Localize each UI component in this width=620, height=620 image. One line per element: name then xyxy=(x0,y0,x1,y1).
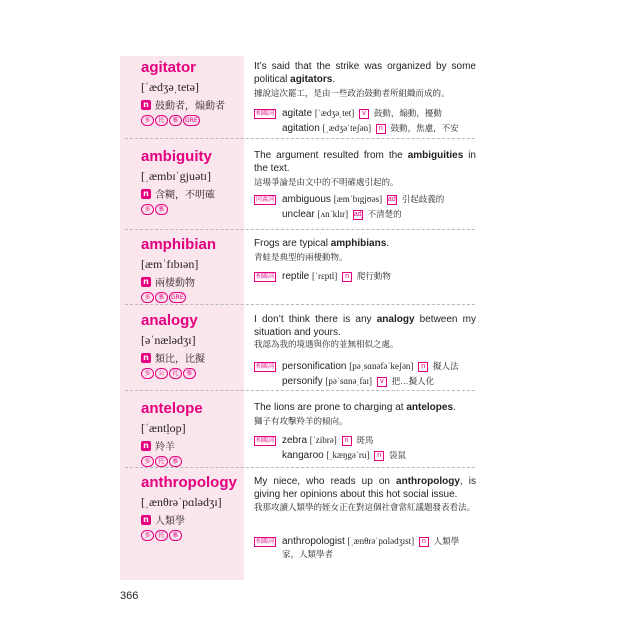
definition-text: 鼓動者，煽動者 xyxy=(155,101,225,112)
part-of-speech-badge: n xyxy=(141,441,151,451)
example-translation: 這場爭論是由文中的不明確處引起的。 xyxy=(254,178,399,188)
related-word: ambiguous xyxy=(282,194,331,205)
related-meaning: 人類學家，人類學者 xyxy=(282,536,460,559)
related-label: 相關詞 xyxy=(256,363,275,370)
related-meaning: 把…擬人化 xyxy=(391,376,435,386)
example-sentence: Frogs are typical amphibians. xyxy=(254,238,390,249)
related-meaning: 鼓動，煽動，擾動 xyxy=(373,108,442,118)
example-translation: 我認為我的境遇與你的並無相似之處。 xyxy=(254,340,399,350)
related-pos-badge: n xyxy=(418,362,428,372)
definition-text: 兩棲動物 xyxy=(155,278,195,289)
exam-tag: 雅 xyxy=(155,292,168,303)
related-word-row xyxy=(254,122,476,137)
related-phonetic: [pəˈsɑnəˌfaɪ] xyxy=(325,376,373,386)
exam-tag: 托 xyxy=(155,115,168,126)
related-pos-badge: n xyxy=(342,272,352,282)
synonym-label: 同義詞 xyxy=(256,196,275,203)
example-sentence: The lions are prone to charging at antelopes. xyxy=(254,402,456,413)
exam-tag: 多 xyxy=(141,292,154,303)
definition xyxy=(141,186,215,201)
related-meaning: 斑馬 xyxy=(356,435,374,445)
headword: agitator xyxy=(141,59,197,76)
related-word: zebra xyxy=(282,435,308,446)
definition-text: 人類學 xyxy=(155,516,185,527)
exam-tags xyxy=(141,292,186,303)
definition xyxy=(141,274,195,289)
related-phonetic: [ˌkæŋgəˈru] xyxy=(326,450,370,460)
example-translation: 我那攻讀人類學的姪女正在對這個社會當紅議題發表看法。 xyxy=(254,503,476,513)
headword-phonetic: [ˈæntḷop] xyxy=(141,421,186,435)
headword: anthropology xyxy=(141,474,237,491)
definition-text: 羚羊 xyxy=(155,442,175,453)
exam-tags xyxy=(141,115,200,126)
related-phonetic: [ʌnˈklɪr] xyxy=(317,209,349,219)
related-pos-badge: n xyxy=(376,124,386,134)
related-word-row xyxy=(254,434,476,449)
part-of-speech-badge: n xyxy=(141,515,151,525)
headword-phonetic: [əˈnælədʒɪ] xyxy=(141,333,196,347)
related-words xyxy=(254,193,476,223)
part-of-speech-badge: n xyxy=(141,189,151,199)
exam-tag: 雅 xyxy=(155,204,168,215)
example-keyword: anthropology xyxy=(396,476,460,487)
related-phonetic: [ˈædʒəˌtet] xyxy=(314,108,355,118)
headword: analogy xyxy=(141,312,198,329)
exam-tag: 雅 xyxy=(169,115,182,126)
related-words xyxy=(254,270,476,285)
related-word-row xyxy=(254,360,476,375)
exam-tags xyxy=(141,204,168,215)
related-word: personify xyxy=(282,376,323,387)
exam-tag: 雅 xyxy=(169,456,182,467)
related-label: 相關詞 xyxy=(256,273,275,280)
page-number: 366 xyxy=(120,590,139,602)
related-word-row xyxy=(254,193,476,208)
entry-divider xyxy=(125,304,475,305)
definition-text: 含糊，不明確 xyxy=(155,190,215,201)
related-word: anthropologist xyxy=(282,536,345,547)
related-label: 相關詞 xyxy=(256,110,275,117)
part-of-speech-badge: n xyxy=(141,100,151,110)
example-sentence: I don’t think there is any analogy between my situation and yours. xyxy=(254,314,476,338)
related-phonetic: [æmˈbɪgjʊəs] xyxy=(333,194,383,204)
exam-tag: 托 xyxy=(169,368,182,379)
definition xyxy=(141,438,175,453)
exam-tag: 多 xyxy=(141,456,154,467)
exam-tag: 多 xyxy=(141,530,154,541)
definition-text: 類比，比擬 xyxy=(155,354,205,365)
headword: amphibian xyxy=(141,236,217,253)
example-sentence: It’s said that the strike was organized by some political agitators. xyxy=(254,61,476,85)
example-sentence: The argument resulted from the ambiguities in the text. xyxy=(254,150,476,174)
part-of-speech-badge: n xyxy=(141,353,151,363)
part-of-speech-badge: n xyxy=(141,277,151,287)
exam-tag: 多 xyxy=(141,115,154,126)
related-pos-badge: v xyxy=(377,377,387,387)
example-translation: 青蛙是典型的兩棲動物。 xyxy=(254,253,348,263)
exam-tag: 雅 xyxy=(183,368,196,379)
related-meaning: 擬人法 xyxy=(433,361,459,371)
related-word-row xyxy=(254,107,476,122)
headword-phonetic: [ˌænθrəˈpɑlədʒɪ] xyxy=(141,495,222,509)
related-word: agitation xyxy=(282,123,320,134)
exam-tag: 托 xyxy=(155,530,168,541)
entry-divider xyxy=(125,467,475,468)
exam-tags xyxy=(141,530,182,541)
related-pos-badge: adj xyxy=(353,211,364,218)
related-pos-badge: n xyxy=(419,537,429,547)
related-word-row xyxy=(254,375,476,390)
related-words xyxy=(254,107,476,137)
exam-tag: 雅 xyxy=(169,530,182,541)
related-meaning: 袋鼠 xyxy=(388,450,406,460)
headword: antelope xyxy=(141,400,203,417)
definition xyxy=(141,512,185,527)
related-phonetic: [ˈzibrə] xyxy=(309,435,337,445)
exam-tag: 公 xyxy=(155,368,168,379)
example-translation: 獅子有攻擊羚羊的傾向。 xyxy=(254,417,348,427)
related-word: agitate xyxy=(282,108,313,119)
related-words xyxy=(254,360,476,390)
related-label: 相關詞 xyxy=(256,538,275,545)
related-pos-badge: n xyxy=(342,436,352,446)
related-word-row xyxy=(254,535,476,563)
related-word: unclear xyxy=(282,209,315,220)
related-word-row xyxy=(254,270,476,285)
related-word: personification xyxy=(282,361,347,372)
related-phonetic: [ˈrɛptl] xyxy=(312,271,338,281)
definition xyxy=(141,350,205,365)
example-keyword: agitators xyxy=(290,74,333,85)
example-sentence: My niece, who reads up on anthropology, is giving her opinions about this hot social issue. xyxy=(254,476,476,500)
example-translation: 據說這次罷工，是由一些政治鼓動者所組織而成的。 xyxy=(254,89,450,99)
example-keyword: ambiguities xyxy=(407,150,464,161)
example-keyword: amphibians xyxy=(330,238,387,249)
headword-phonetic: [ˌæmbɪˈgjuətɪ] xyxy=(141,169,211,183)
related-meaning: 鼓動，焦慮，不安 xyxy=(390,123,459,133)
entry-divider xyxy=(125,390,475,391)
related-pos-badge: adj xyxy=(387,196,398,203)
definition xyxy=(141,97,225,112)
related-meaning: 引起歧義的 xyxy=(401,194,445,204)
related-words xyxy=(254,434,476,464)
example-keyword: antelopes xyxy=(406,402,454,413)
exam-tags xyxy=(141,456,182,467)
related-meaning: 不清楚的 xyxy=(367,209,402,219)
exam-tag: GRE xyxy=(171,294,184,301)
related-phonetic: [ˌædʒəˈteʃən] xyxy=(322,123,372,133)
related-word: kangaroo xyxy=(282,450,324,461)
entry-divider xyxy=(125,229,475,230)
related-word: reptile xyxy=(282,271,310,282)
related-pos-badge: v xyxy=(359,109,369,119)
related-pos-badge: n xyxy=(374,451,384,461)
exam-tag: 多 xyxy=(141,204,154,215)
example-keyword: analogy xyxy=(376,314,415,325)
related-words xyxy=(254,535,476,563)
headword: ambiguity xyxy=(141,148,212,165)
exam-tag: 多 xyxy=(141,368,154,379)
related-phonetic: [pəˌsɑnəfəˈkeʃən] xyxy=(349,361,414,371)
related-word-row xyxy=(254,449,476,464)
related-label: 相關詞 xyxy=(256,437,275,444)
exam-tag: GRE xyxy=(185,117,198,124)
related-word-row xyxy=(254,208,476,223)
related-meaning: 爬行動物 xyxy=(356,271,391,281)
headword-phonetic: [æmˈfɪbɪən] xyxy=(141,257,199,271)
exam-tag: 托 xyxy=(155,456,168,467)
exam-tags xyxy=(141,368,196,379)
entry-divider xyxy=(125,138,475,139)
related-phonetic: [ˌænθrəˈpɑlədʒɪst] xyxy=(347,536,415,546)
headword-phonetic: [ˈædʒəˌtetə] xyxy=(141,80,199,94)
